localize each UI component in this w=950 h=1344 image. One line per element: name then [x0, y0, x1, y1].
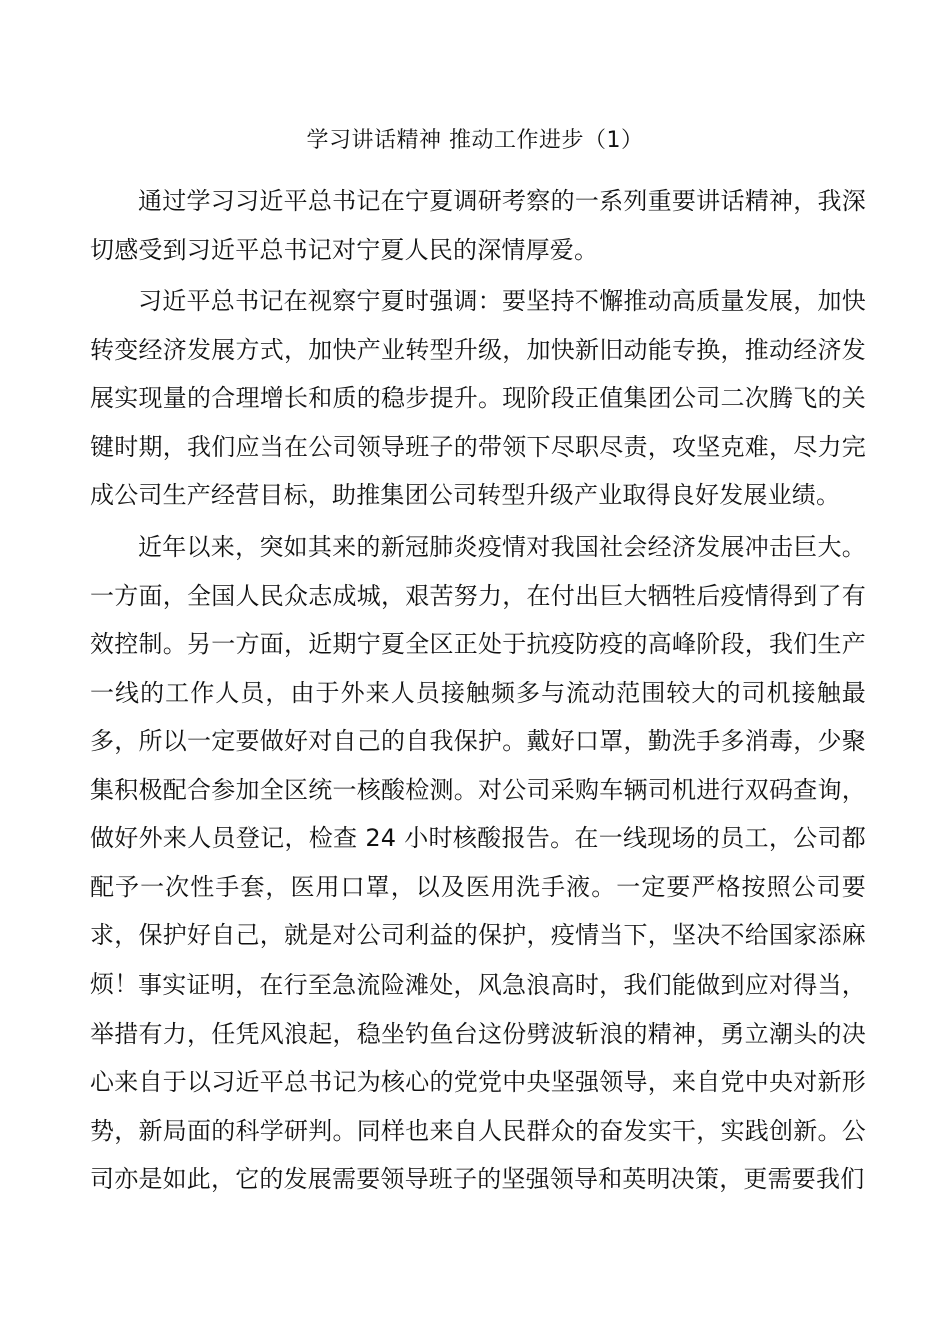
paragraph-4: 事实证明，在行至急流险滩处，风急浪高时，我们能做到应对得当，举措有力，任凭风浪起，稳坐钓鱼台这份劈波斩浪的精神，勇立潮头的决心来自于以习近平总书记为核心的党党中央坚强领导，来自党中央对新形势，新局面的科学研判。同样也来自人民群众的奋发实干，实践创新。公司亦是如此，它的发展需要领导班子的坚强领导和英明决策，更需要我们: [90, 971, 866, 1193]
document-title: 学习讲话精神 推动工作进步（1）: [306, 128, 644, 153]
paragraph-3: 近年以来，突如其来的新冠肺炎疫情对我国社会经济发展冲击巨大。一方面，全国人民众志成城，艰苦努力，在付出巨大牺牲后疫情得到了有效控制。另一方面，近期宁夏全区正处于抗疫防疫的高峰阶段，我们生产一线的工作人员，由于外来人员接触频多与流动范围较大的司机接触最多，所以一定要做好对自己的自我保护。戴好口罩，勤洗手多消毒，少聚集积极配合参加全区统一核酸检测。对公司采购车辆司机进行双码查询，做好外来人员登记，检查 24 小时核酸报告。在一线现场的员工，公司都配予一次性手套，医用口罩，以及医用洗手液。一定要严格按照公司要求，保护好自己，就是对公司利益的保护，疫情当下，坚决不给国家添麻烦！: [90, 533, 866, 998]
paragraph-2: 习近平总书记在视察宁夏时强调：要坚持不懈推动高质量发展，加快转变经济发展方式，加快产业转型升级，加快新旧动能专换，推动经济发展实现量的合理增长和质的稳步提升。现阶段正值集团公司二次腾飞的关键时期，我们应当在公司领导班子的带领下尽职尽责，攻坚克难，尽力完成公司生产经营目标，助推集团公司转型升级产业取得良好发展业绩。: [90, 287, 866, 509]
paragraph-1: 通过学习习近平总书记在宁夏调研考察的一系列重要讲话精神，我深切感受到习近平总书记对宁夏人民的深情厚爱。: [90, 187, 866, 264]
